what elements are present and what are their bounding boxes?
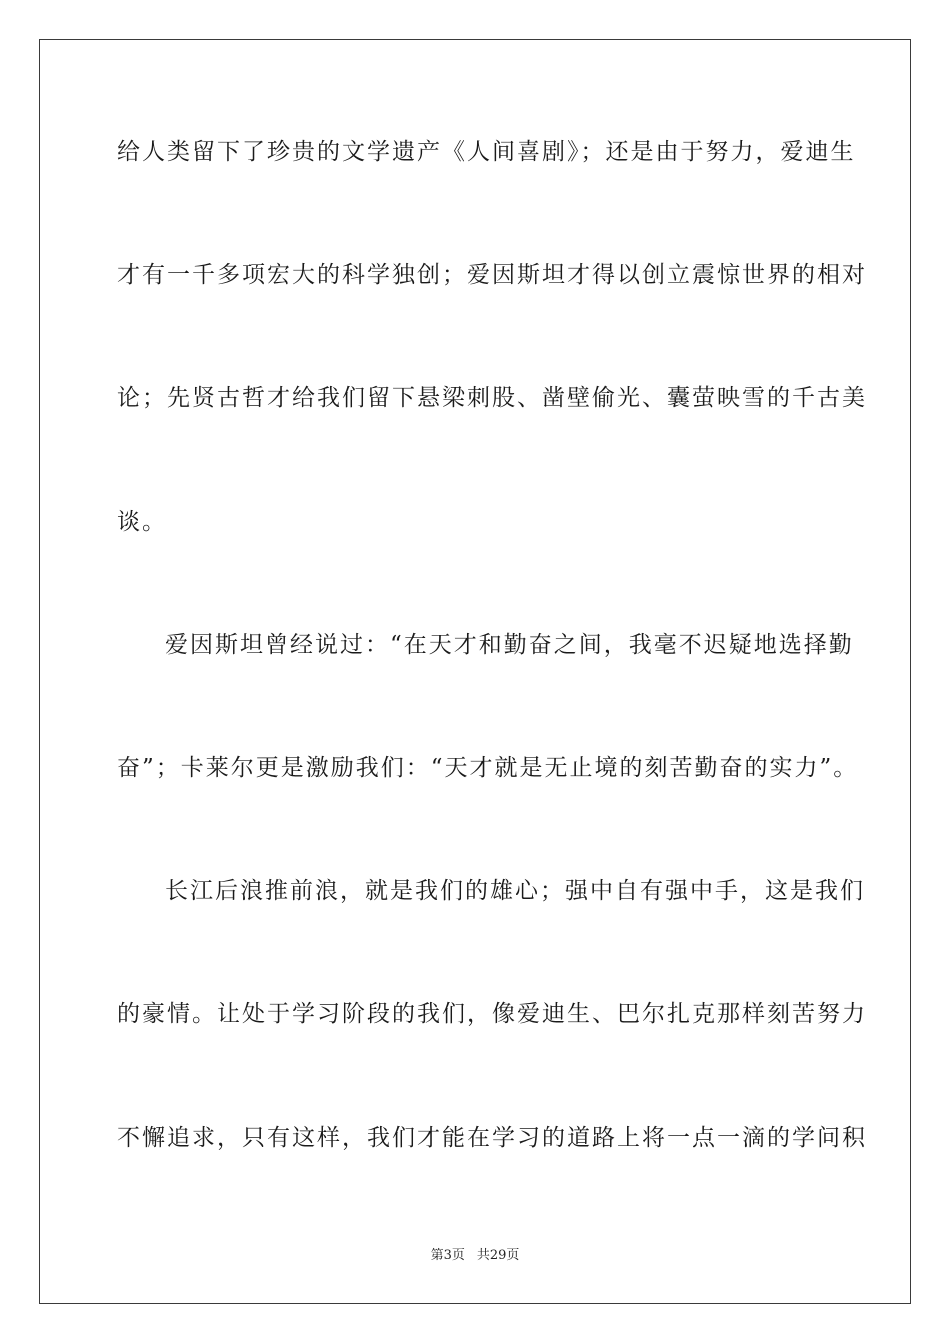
page-total: 共29页 [476,1248,520,1263]
text-line-3: 论；先贤古哲才给我们留下悬梁刺股、凿壁偷光、囊萤映雪的千古美 [117,385,867,411]
text-line-8: 的豪情。让处于学习阶段的我们，像爱迪生、巴尔扎克那样刻苦努力 [117,1001,867,1027]
page-number: 第3页 [430,1248,465,1263]
text-line-7: 长江后浪推前浪，就是我们的雄心；强中自有强中手，这是我们 [165,878,865,904]
text-line-5: 爱因斯坦曾经说过：“在天才和勤奋之间，我毫不迟疑地选择勤 [165,632,854,658]
page-footer [0,1247,950,1265]
text-line-2: 才有一千多项宏大的科学独创；爱因斯坦才得以创立震惊世界的相对 [117,262,867,288]
text-line-9: 不懈追求，只有这样，我们才能在学习的道路上将一点一滴的学问积 [117,1125,867,1151]
text-line-4: 谈。 [117,509,167,535]
page-border [39,39,911,1304]
text-line-6: 奋”；卡莱尔更是激励我们：“天才就是无止境的刻苦勤奋的实力”。 [117,755,859,781]
text-line-1: 给人类留下了珍贵的文学遗产《人间喜剧》；还是由于努力，爱迪生 [117,139,856,165]
